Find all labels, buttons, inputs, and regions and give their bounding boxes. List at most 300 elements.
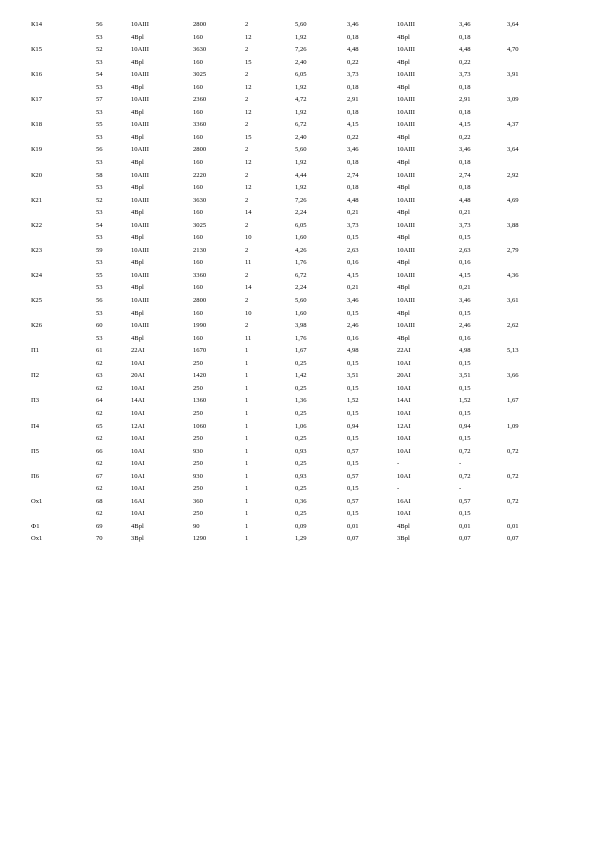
table-cell: 4Bpl xyxy=(397,58,410,66)
table-row xyxy=(0,345,595,358)
table-cell: 6,05 xyxy=(295,71,307,79)
table-cell: 3Bpl xyxy=(397,535,410,543)
table-cell: К21 xyxy=(31,196,42,204)
table-cell: 3630 xyxy=(193,196,207,204)
table-cell: 3Bpl xyxy=(131,535,144,543)
table-cell: 1 xyxy=(245,485,249,493)
table-cell: К26 xyxy=(31,322,42,330)
table-cell: 3360 xyxy=(193,121,207,129)
table-cell: 53 xyxy=(96,83,103,91)
table-cell: 3,73 xyxy=(347,221,359,229)
table-row xyxy=(0,395,595,408)
table-cell: 4,48 xyxy=(347,196,359,204)
table-cell: 1 xyxy=(245,435,249,443)
table-cell: 12 xyxy=(245,159,252,167)
table-cell: 10АIII xyxy=(131,71,149,79)
table-cell: 1,09 xyxy=(507,422,519,430)
table-cell: 0,15 xyxy=(459,309,471,317)
table-cell: 55 xyxy=(96,121,103,129)
table-cell: 12 xyxy=(245,108,252,116)
table-cell: 0,21 xyxy=(459,209,471,217)
table-cell: 0,25 xyxy=(295,435,307,443)
table-cell: 1 xyxy=(245,472,249,480)
table-row xyxy=(0,170,595,183)
table-row xyxy=(0,32,595,45)
table-cell: 4Bpl xyxy=(397,234,410,242)
table-cell: 10АIII xyxy=(131,171,149,179)
table-cell: К19 xyxy=(31,146,42,154)
table-cell: 2,62 xyxy=(507,322,519,330)
table-cell: 0,72 xyxy=(459,472,471,480)
table-cell: 10АIII xyxy=(131,96,149,104)
table-cell: 0,15 xyxy=(459,409,471,417)
table-cell: П3 xyxy=(31,397,40,405)
table-row xyxy=(0,446,595,459)
table-cell: 10АIII xyxy=(397,121,415,129)
table-cell: 10АIII xyxy=(131,322,149,330)
table-cell: 2 xyxy=(245,246,249,254)
table-cell: 0,57 xyxy=(347,497,359,505)
table-cell: 2 xyxy=(245,322,249,330)
table-cell: 10АIII xyxy=(131,46,149,54)
table-cell: 0,25 xyxy=(295,485,307,493)
table-cell: 4Bpl xyxy=(131,33,144,41)
table-cell: 10АI xyxy=(397,472,411,480)
table-cell: 2,24 xyxy=(295,284,307,292)
table-cell: 12АI xyxy=(131,422,145,430)
table-row xyxy=(0,496,595,509)
table-cell: 58 xyxy=(96,171,103,179)
table-cell: 10АI xyxy=(131,409,145,417)
table-cell: 10АIII xyxy=(131,271,149,279)
table-cell: 6,05 xyxy=(295,221,307,229)
table-cell: 160 xyxy=(193,83,203,91)
table-cell: 0,22 xyxy=(347,58,359,66)
table-cell: 2,91 xyxy=(347,96,359,104)
table-cell: 4Bpl xyxy=(397,33,410,41)
table-cell: 5,60 xyxy=(295,21,307,28)
table-cell: 0,01 xyxy=(459,522,471,530)
table-cell: 4Bpl xyxy=(131,159,144,167)
table-cell: 53 xyxy=(96,234,103,242)
table-cell: 10АIII xyxy=(397,297,415,305)
table-cell: 4Bpl xyxy=(397,83,410,91)
table-cell: 2 xyxy=(245,146,249,154)
table-cell: 3,73 xyxy=(347,71,359,79)
table-row xyxy=(0,308,595,321)
table-cell: 10АI xyxy=(131,460,145,468)
table-cell: 250 xyxy=(193,510,203,518)
table-row xyxy=(0,333,595,346)
table-cell: П6 xyxy=(31,472,40,480)
table-cell: 2220 xyxy=(193,171,207,179)
table-cell: 4,69 xyxy=(507,196,519,204)
table-cell: 53 xyxy=(96,284,103,292)
table-cell: 4Bpl xyxy=(131,133,144,141)
table-cell: 2,92 xyxy=(507,171,519,179)
table-cell: 0,18 xyxy=(347,159,359,167)
table-cell: 0,15 xyxy=(459,435,471,443)
table-cell: 4Bpl xyxy=(131,209,144,217)
table-cell: П2 xyxy=(31,372,40,380)
table-cell: 4,15 xyxy=(459,271,471,279)
table-cell: 10АI xyxy=(131,359,145,367)
table-cell: 250 xyxy=(193,384,203,392)
table-cell: 160 xyxy=(193,159,203,167)
table-cell: 10АIII xyxy=(131,146,149,154)
table-cell: 1,60 xyxy=(295,309,307,317)
table-cell: 160 xyxy=(193,234,203,242)
table-cell: 53 xyxy=(96,58,103,66)
table-cell: 10АI xyxy=(397,447,411,455)
table-cell: 4,15 xyxy=(347,121,359,129)
table-row xyxy=(0,82,595,95)
table-cell: 1,06 xyxy=(295,422,307,430)
table-cell: 250 xyxy=(193,409,203,417)
table-cell: 55 xyxy=(96,271,103,279)
table-cell: 16АI xyxy=(131,497,145,505)
table-cell: 66 xyxy=(96,447,103,455)
table-cell: 0,93 xyxy=(295,472,307,480)
table-cell: 0,18 xyxy=(347,108,359,116)
table-row xyxy=(0,295,595,308)
table-cell: 4,48 xyxy=(459,46,471,54)
table-cell: 2800 xyxy=(193,297,207,305)
table-cell: 1060 xyxy=(193,422,207,430)
table-cell: 4,15 xyxy=(347,271,359,279)
table-cell: 2800 xyxy=(193,21,207,28)
table-cell: 0,15 xyxy=(459,384,471,392)
table-cell: 4Bpl xyxy=(397,309,410,317)
table-row xyxy=(0,270,595,283)
table-cell: 0,93 xyxy=(295,447,307,455)
table-cell: 10АIII xyxy=(397,46,415,54)
table-cell: 0,18 xyxy=(347,184,359,192)
table-cell: 2360 xyxy=(193,96,207,104)
table-cell: 10АIII xyxy=(397,171,415,179)
table-cell: 4,36 xyxy=(507,271,519,279)
table-cell: 62 xyxy=(96,460,103,468)
table-cell: 360 xyxy=(193,497,203,505)
table-cell: 2 xyxy=(245,21,249,28)
table-row xyxy=(0,182,595,195)
table-cell: 4Bpl xyxy=(397,184,410,192)
table-cell: 10АI xyxy=(397,409,411,417)
table-cell: 1 xyxy=(245,372,249,380)
table-cell: - xyxy=(397,460,400,468)
table-cell: 62 xyxy=(96,485,103,493)
table-cell: 10АIII xyxy=(131,297,149,305)
table-row xyxy=(0,257,595,270)
table-cell: 1420 xyxy=(193,372,207,380)
table-cell: 4,44 xyxy=(295,171,307,179)
table-cell: 0,01 xyxy=(347,522,359,530)
table-cell: П5 xyxy=(31,447,40,455)
table-cell: 1 xyxy=(245,384,249,392)
table-row xyxy=(0,508,595,521)
table-cell: 2,46 xyxy=(347,322,359,330)
table-cell: 2,91 xyxy=(459,96,471,104)
table-cell: 2,40 xyxy=(295,133,307,141)
table-cell: 0,15 xyxy=(347,234,359,242)
table-cell: К20 xyxy=(31,171,42,179)
table-cell: 0,72 xyxy=(507,472,519,480)
table-cell: 3,73 xyxy=(459,221,471,229)
table-row xyxy=(0,232,595,245)
table-row xyxy=(0,458,595,471)
table-cell: 10АIII xyxy=(397,246,415,254)
table-row xyxy=(0,408,595,421)
table-cell: 11 xyxy=(245,259,252,267)
table-cell: 7,26 xyxy=(295,46,307,54)
table-cell: 1,42 xyxy=(295,372,307,380)
table-row xyxy=(0,370,595,383)
table-cell: 1,76 xyxy=(295,334,307,342)
table-cell: 250 xyxy=(193,460,203,468)
table-cell: 0,18 xyxy=(459,83,471,91)
table-cell: 250 xyxy=(193,359,203,367)
table-cell: К23 xyxy=(31,246,42,254)
table-cell: 2 xyxy=(245,171,249,179)
table-cell: 0,16 xyxy=(347,259,359,267)
table-cell: 3,64 xyxy=(507,21,519,28)
table-cell: 53 xyxy=(96,309,103,317)
table-cell: 1 xyxy=(245,510,249,518)
table-row xyxy=(0,471,595,484)
table-cell: 4,72 xyxy=(295,96,307,104)
table-cell: 2,46 xyxy=(459,322,471,330)
table-cell: 160 xyxy=(193,108,203,116)
table-cell: 3,51 xyxy=(347,372,359,380)
table-cell: 1 xyxy=(245,497,249,505)
table-cell: 0,94 xyxy=(459,422,471,430)
table-cell: 10АI xyxy=(397,359,411,367)
table-cell: 4Bpl xyxy=(397,284,410,292)
table-cell: К16 xyxy=(31,71,42,79)
table-cell: 2 xyxy=(245,196,249,204)
table-cell: 160 xyxy=(193,209,203,217)
table-cell: 4Bpl xyxy=(131,58,144,66)
table-cell: 4Bpl xyxy=(397,209,410,217)
table-cell: 65 xyxy=(96,422,103,430)
table-cell: 14 xyxy=(245,209,252,217)
table-row xyxy=(0,144,595,157)
table-cell: 10 xyxy=(245,234,252,242)
table-cell: 53 xyxy=(96,259,103,267)
table-cell: 3,46 xyxy=(459,297,471,305)
table-cell: 2 xyxy=(245,297,249,305)
table-cell: 3,98 xyxy=(295,322,307,330)
table-cell: 160 xyxy=(193,309,203,317)
table-cell: 1,92 xyxy=(295,108,307,116)
table-cell: 10АI xyxy=(131,510,145,518)
table-cell: 10АIII xyxy=(397,71,415,79)
table-cell: 67 xyxy=(96,472,103,480)
table-row xyxy=(0,69,595,82)
table-cell: 4Bpl xyxy=(131,234,144,242)
table-cell: 62 xyxy=(96,510,103,518)
table-cell: 1,36 xyxy=(295,397,307,405)
table-cell: 2 xyxy=(245,271,249,279)
table-cell: 4Bpl xyxy=(131,83,144,91)
table-cell: 0,72 xyxy=(507,447,519,455)
table-cell: 10АIII xyxy=(397,196,415,204)
table-cell: 2,40 xyxy=(295,58,307,66)
table-cell: 3,46 xyxy=(347,297,359,305)
table-cell: 53 xyxy=(96,108,103,116)
table-row xyxy=(0,132,595,145)
table-cell: 3,64 xyxy=(507,146,519,154)
table-cell: 1670 xyxy=(193,347,207,355)
table-cell: 0,21 xyxy=(347,209,359,217)
table-cell: 0,25 xyxy=(295,460,307,468)
table-cell: 3,46 xyxy=(459,21,471,28)
table-cell: 70 xyxy=(96,535,103,543)
table-cell: 3360 xyxy=(193,271,207,279)
table-cell: 1 xyxy=(245,460,249,468)
table-cell: 12 xyxy=(245,33,252,41)
table-cell: 52 xyxy=(96,196,103,204)
table-cell: 10АIII xyxy=(397,21,415,28)
table-cell: 0,07 xyxy=(507,535,519,543)
table-cell: 0,01 xyxy=(507,522,519,530)
table-cell: 1 xyxy=(245,535,249,543)
table-cell: 1 xyxy=(245,522,249,530)
table-cell: 10АI xyxy=(131,472,145,480)
table-cell: 1,92 xyxy=(295,159,307,167)
table-cell: 4Bpl xyxy=(131,309,144,317)
table-cell: 10АI xyxy=(131,384,145,392)
table-cell: 12 xyxy=(245,184,252,192)
table-cell: 56 xyxy=(96,146,103,154)
table-cell: 0,18 xyxy=(347,83,359,91)
table-cell: 160 xyxy=(193,58,203,66)
table-row xyxy=(0,358,595,371)
table-row xyxy=(0,245,595,258)
table-cell: 2 xyxy=(245,121,249,129)
table-cell: 2800 xyxy=(193,146,207,154)
table-cell: 2 xyxy=(245,221,249,229)
table-cell: 0,15 xyxy=(347,435,359,443)
table-cell: 10АIII xyxy=(397,108,415,116)
table-cell: 3,66 xyxy=(507,372,519,380)
table-row xyxy=(0,157,595,170)
table-cell: 53 xyxy=(96,133,103,141)
table-cell: 1990 xyxy=(193,322,207,330)
table-cell: 63 xyxy=(96,372,103,380)
table-cell: 56 xyxy=(96,21,103,28)
table-row xyxy=(0,483,595,496)
table-cell: 0,15 xyxy=(347,460,359,468)
table-cell: 0,57 xyxy=(347,447,359,455)
table-cell: 14АI xyxy=(131,397,145,405)
table-cell: 1,92 xyxy=(295,184,307,192)
table-cell: 22АI xyxy=(397,347,411,355)
table-row xyxy=(0,57,595,70)
table-row xyxy=(0,107,595,120)
table-cell: 4Bpl xyxy=(131,522,144,530)
table-cell: 160 xyxy=(193,259,203,267)
table-cell: 2,24 xyxy=(295,209,307,217)
table-row xyxy=(0,207,595,220)
table-cell: 3025 xyxy=(193,221,207,229)
rebar-schedule-table xyxy=(0,19,595,546)
table-cell: 250 xyxy=(193,435,203,443)
table-cell: Ох1 xyxy=(31,535,43,543)
table-cell: 10АIII xyxy=(131,196,149,204)
table-cell: 4Bpl xyxy=(397,522,410,530)
table-cell: 160 xyxy=(193,284,203,292)
table-cell: 3630 xyxy=(193,46,207,54)
table-row xyxy=(0,44,595,57)
table-cell: - xyxy=(459,485,462,493)
table-row xyxy=(0,383,595,396)
table-cell: 69 xyxy=(96,522,103,530)
table-cell: 930 xyxy=(193,472,203,480)
table-cell: 12АI xyxy=(397,422,411,430)
table-cell: 0,25 xyxy=(295,510,307,518)
table-cell: К22 xyxy=(31,221,42,229)
table-cell: 3,46 xyxy=(347,21,359,28)
table-cell: 10АIII xyxy=(131,221,149,229)
table-cell: 0,15 xyxy=(347,309,359,317)
table-cell: 7,26 xyxy=(295,196,307,204)
table-cell: 1,92 xyxy=(295,33,307,41)
table-cell: 5,60 xyxy=(295,297,307,305)
table-cell: - xyxy=(459,460,462,468)
table-cell: П4 xyxy=(31,422,40,430)
table-row xyxy=(0,320,595,333)
table-cell: 1360 xyxy=(193,397,207,405)
table-cell: 0,72 xyxy=(459,447,471,455)
table-cell: 4Bpl xyxy=(131,284,144,292)
table-cell: 0,18 xyxy=(459,108,471,116)
table-row xyxy=(0,220,595,233)
table-row xyxy=(0,433,595,446)
table-cell: 0,22 xyxy=(459,58,471,66)
table-row xyxy=(0,19,595,32)
table-cell: 0,16 xyxy=(459,259,471,267)
table-cell: 4Bpl xyxy=(131,108,144,116)
table-cell: 0,09 xyxy=(295,522,307,530)
table-cell: 1 xyxy=(245,397,249,405)
table-cell: 14 xyxy=(245,284,252,292)
table-cell: 10АI xyxy=(131,435,145,443)
table-cell: 4,26 xyxy=(295,246,307,254)
table-cell: 10АI xyxy=(131,447,145,455)
table-cell: 10АI xyxy=(131,485,145,493)
table-cell: К15 xyxy=(31,46,42,54)
table-cell: 10АIII xyxy=(397,221,415,229)
table-cell: 0,25 xyxy=(295,384,307,392)
table-cell: 15 xyxy=(245,133,252,141)
table-cell: 1 xyxy=(245,409,249,417)
table-cell: 1,60 xyxy=(295,234,307,242)
table-cell: 1,76 xyxy=(295,259,307,267)
table-cell: 0,22 xyxy=(347,133,359,141)
table-cell: 4Bpl xyxy=(397,133,410,141)
table-cell: 54 xyxy=(96,71,103,79)
table-cell: 0,15 xyxy=(347,409,359,417)
table-cell: 1 xyxy=(245,359,249,367)
table-cell: 5,60 xyxy=(295,146,307,154)
table-row xyxy=(0,533,595,546)
table-cell: 3,61 xyxy=(507,297,519,305)
table-cell: 61 xyxy=(96,347,103,355)
table-cell: 0,25 xyxy=(295,359,307,367)
table-cell: 20АI xyxy=(397,372,411,380)
table-row xyxy=(0,195,595,208)
